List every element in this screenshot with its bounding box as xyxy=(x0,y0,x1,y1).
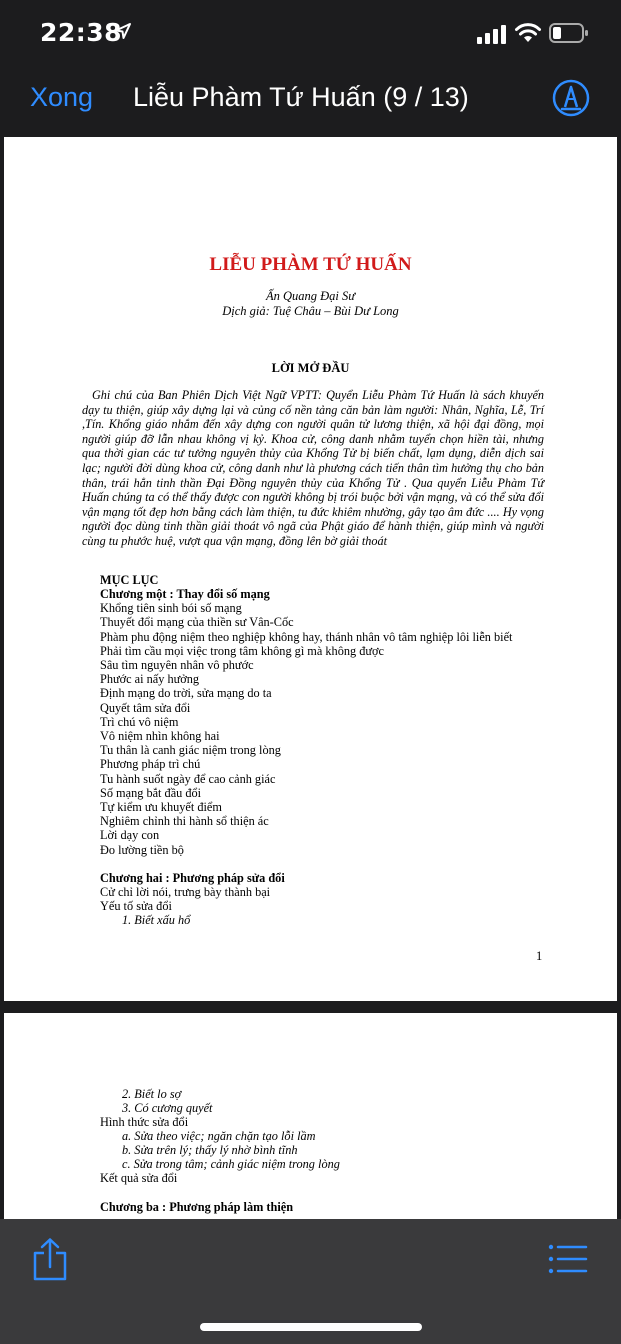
book-title: LIỄU PHÀM TỨ HUẤN xyxy=(209,254,412,275)
toc-item: Phương pháp trì chú xyxy=(100,757,201,772)
toc-item: Hình thức sửa đổi xyxy=(100,1115,189,1129)
markup-pen-icon[interactable] xyxy=(551,78,591,118)
toc-subitem: 1. Biết xấu hổ xyxy=(122,913,191,927)
toc-item: Định mạng do trời, sửa mạng do ta xyxy=(100,686,272,701)
chapter-heading: Chương một : Thay đổi số mạng xyxy=(100,587,270,601)
toc-item: Trì chú vô niệm xyxy=(100,714,179,729)
author: Ấn Quang Đại Sư xyxy=(265,289,356,303)
toc-item: Tự kiểm ưu khuyết điểm xyxy=(100,800,222,814)
toc-item: Khổng tiên sinh bói số mạng xyxy=(100,601,242,616)
toc-subitem: c. Sửa trong tâm; cảnh giác niệm trong lòng xyxy=(122,1157,340,1171)
battery-icon xyxy=(549,22,589,44)
preface-paragraph: Ghi chú của Ban Phiên Dịch Việt Ngữ VPTT: Quyển Liễu Phàm Tứ Huấn là sách khuyến dạy tu thiện, giúp xây dựng lại và củng cố nền tảng căn bản làm người: Nhân, Nghĩa, Lễ, Trí ,Tín. Khổng giáo nhắm đến xây dựng con người quân tử lương thiện, xã hội đại đồng, mọi người giúp đỡ lẫn nhau không vị kỷ. Khoa cử, công danh nhằm tuyển chọn hiền tài, nhưng qua thời gian các tư tưởng nguyên thủy của Khổng Tử bị biến chất, lạm dụng, diễn dịch sai lạc; người đời dùng khoa cử, công danh như là phương cách tiến thân tìm hưởng thụ cho bản thân, trái hẳn tinh thần Đại Đồng nguyên thủy của Khổng Tử . Qua quyển Liễu Phàm Tứ Huấn chúng ta có thể thấy được con người không bị trói buộc bởi vận mạng, và có thể sửa đổi vận mạng tốt đẹp hơn bằng cách làm thiện, tu đức khiêm nhường, gây tạo âm đức .... Hy vọng người đọc dùng tinh thần giải thoát vô ngã của Phật giáo để hành thiện, giúp mình và người cùng tu phước huệ, vượt qua vận mạng, đồng lên bờ giải thoát xyxy=(82,388,544,548)
toc-item: Phàm phu động niệm theo nghiệp không hay, thánh nhân vô tâm nghiệp lôi liễn biết xyxy=(100,629,513,644)
page-number: 1 xyxy=(536,949,543,963)
toc-item: Lời dạy con xyxy=(100,828,160,843)
preface-heading: LỜI MỞ ĐẦU xyxy=(271,361,350,375)
home-indicator[interactable] xyxy=(200,1323,422,1331)
done-button[interactable]: Xong xyxy=(30,82,94,112)
wifi-icon xyxy=(514,22,542,44)
status-bar xyxy=(0,0,621,66)
toc-subitem: 2. Biết lo sợ xyxy=(122,1087,182,1101)
toc-item: Cử chỉ lời nói, trưng bày thành bại xyxy=(100,885,271,899)
toc-item: Đo lường tiền bộ xyxy=(100,842,184,857)
toc-item: Phước ai nấy hưởng xyxy=(100,672,200,687)
pdf-page-1 xyxy=(4,137,617,1001)
share-icon[interactable] xyxy=(30,1237,70,1283)
toc-item: Yếu tố sửa đổi xyxy=(100,899,172,913)
toc-subitem: b. Sửa trên lý; thấy lý nhờ bình tĩnh xyxy=(122,1143,298,1157)
toc-item: Quyết tâm sửa đổi xyxy=(100,700,191,715)
location-arrow-icon xyxy=(114,22,132,40)
list-icon[interactable] xyxy=(548,1243,588,1275)
toc-item: Vô niệm nhìn không hai xyxy=(100,729,220,743)
toc-subitem: 3. Có cương quyết xyxy=(122,1101,213,1115)
pdf-page-2 xyxy=(4,1013,617,1219)
status-time: 22:38 xyxy=(40,18,123,47)
toc-item: Phải tìm cầu mọi việc trong tâm không gì mà không được xyxy=(100,643,384,658)
toc-subitem: a. Sửa theo việc; ngăn chặn tạo lỗi lầm xyxy=(122,1129,316,1143)
toc-item: Tu thân là canh giác niệm trong lòng xyxy=(100,743,281,758)
cellular-signal-icon xyxy=(477,24,507,44)
nav-bar xyxy=(0,66,621,134)
bottom-toolbar xyxy=(0,1219,621,1344)
toc-item: Số mạng bắt đầu đổi xyxy=(100,785,202,800)
toc-item: Nghiêm chỉnh thi hành sổ thiện ác xyxy=(100,814,269,829)
chapter-heading: Chương hai : Phương pháp sửa đổi xyxy=(100,871,285,885)
translators: Dịch giả: Tuệ Châu – Bùi Dư Long xyxy=(222,304,399,318)
toc-item: Kết quả sửa đổi xyxy=(100,1171,178,1185)
toc-item: Sâu tìm nguyên nhân vô phước xyxy=(100,658,254,672)
chapter-heading: Chương ba : Phương pháp làm thiện xyxy=(100,1200,294,1214)
toc-heading: MỤC LỤC xyxy=(100,573,159,587)
toc-item: Tu hành suốt ngày để cao cảnh giác xyxy=(100,771,276,786)
toc-item: Thuyết đổi mạng của thiền sư Vân-Cốc xyxy=(100,615,294,630)
document-title: Liễu Phàm Tứ Huấn (9 / 13) xyxy=(133,82,469,112)
